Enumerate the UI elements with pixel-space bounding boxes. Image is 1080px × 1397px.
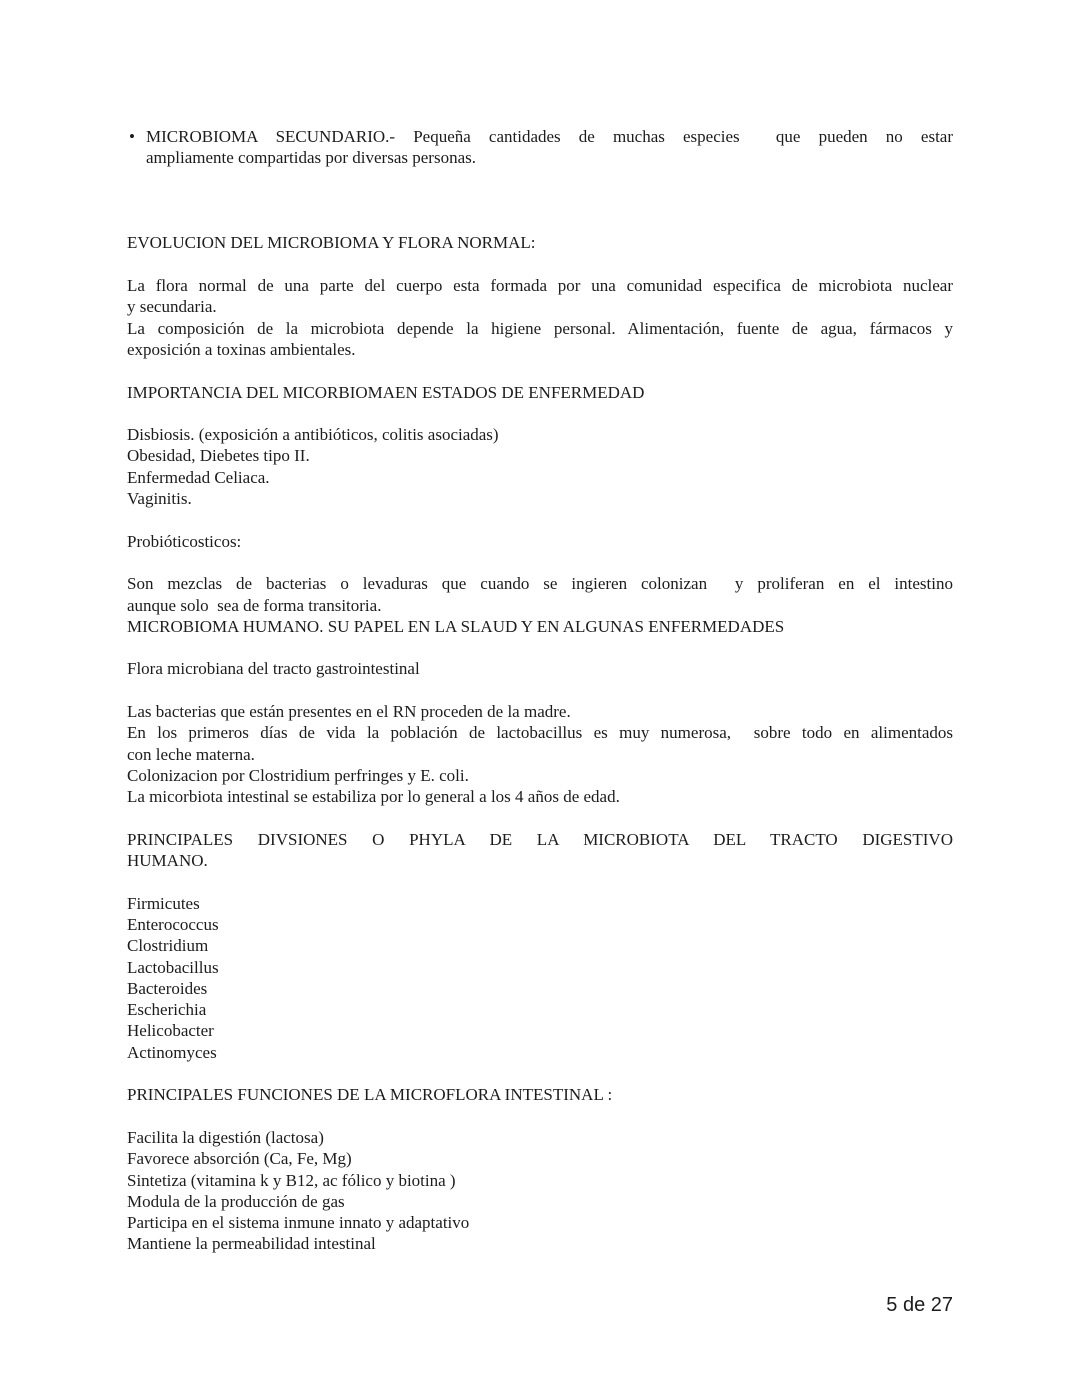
bullet-item <box>127 126 953 169</box>
blank-line <box>127 190 953 211</box>
text-line: Obesidad, Diebetes tipo II. <box>127 446 310 466</box>
text-line: Disbiosis. (exposición a antibióticos, colitis asociadas) <box>127 425 499 445</box>
text-line: Son mezclas de bacterias o levaduras que cuando se ingieren colonizan y proliferan en el intestino <box>127 574 953 594</box>
blank-line <box>127 637 953 658</box>
text-line: En los primeros días de vida la población de lactobacillus es muy numerosa, sobre todo en alimentados <box>127 723 953 743</box>
blank-line <box>127 360 953 381</box>
blank-line <box>127 552 953 573</box>
blank-line <box>127 871 953 892</box>
text-line: Lactobacillus <box>127 957 219 977</box>
blank-line <box>127 1063 953 1084</box>
text-line: Firmicutes <box>127 893 200 913</box>
paragraph <box>127 616 953 637</box>
text-line: Actinomyces <box>127 1042 217 1062</box>
blank-line <box>127 509 953 530</box>
paragraph <box>127 531 953 552</box>
text-line: aunque solo sea de forma transitoria. <box>127 595 382 615</box>
text-line: La flora normal de una parte del cuerpo esta formada por una comunidad especifica de microbiota nuclear <box>127 276 953 296</box>
text-line: Escherichia <box>127 1000 207 1020</box>
text-line: Favorece absorción (Ca, Fe, Mg) <box>127 1149 352 1169</box>
paragraph <box>127 424 953 509</box>
text-line: Las bacterias que están presentes en el RN proceden de la madre. <box>127 702 571 722</box>
text-line: Probióticosticos: <box>127 531 242 551</box>
paragraph <box>127 1084 953 1105</box>
text-line: exposición a toxinas ambientales. <box>127 339 356 359</box>
text-line: EVOLUCION DEL MICROBIOMA Y FLORA NORMAL: <box>127 233 536 253</box>
paragraph <box>127 658 953 679</box>
blank-line <box>127 680 953 701</box>
text-line: Bacteroides <box>127 978 208 998</box>
blank-line <box>127 254 953 275</box>
paragraph <box>127 893 953 1063</box>
bullet-text-line: ampliamente compartidas por diversas personas. <box>146 148 476 168</box>
text-line: La composición de la microbiota depende la higiene personal. Alimentación, fuente de agua, fármacos y <box>127 318 953 338</box>
paragraph <box>127 701 953 722</box>
text-line: Clostridium <box>127 936 209 956</box>
text-line: Vaginitis. <box>127 489 192 509</box>
text-line: IMPORTANCIA DEL MICORBIOMAEN ESTADOS DE ENFERMEDAD <box>127 382 645 402</box>
text-line: Flora microbiana del tracto gastrointestinal <box>127 659 420 679</box>
paragraph <box>127 765 953 808</box>
blank-line <box>127 169 953 190</box>
paragraph <box>127 275 953 318</box>
paragraph <box>127 382 953 403</box>
paragraph <box>127 722 953 765</box>
bullet-text-line: MICROBIOMA SECUNDARIO.- Pequeña cantidades de muchas especies que pueden no estar <box>146 127 953 146</box>
text-line: PRINCIPALES FUNCIONES DE LA MICROFLORA INTESTINAL : <box>127 1085 613 1105</box>
blank-line <box>127 1106 953 1127</box>
text-line: Modula de la producción de gas <box>127 1191 345 1211</box>
blank-line <box>127 211 953 232</box>
blank-line <box>127 808 953 829</box>
paragraph <box>127 318 953 361</box>
text-line: PRINCIPALES DIVSIONES O PHYLA DE LA MICROBIOTA DEL TRACTO DIGESTIVO <box>127 829 953 849</box>
paragraph <box>127 232 953 253</box>
text-line: Sintetiza (vitamina k y B12, ac fólico y biotina ) <box>127 1170 456 1190</box>
paragraph <box>127 829 953 872</box>
text-line: Participa en el sistema inmune innato y adaptativo <box>127 1213 470 1233</box>
text-line: Colonizacion por Clostridium perfringes y E. coli. <box>127 765 469 785</box>
document-body <box>127 126 953 1255</box>
paragraph <box>127 573 953 616</box>
text-line: con leche materna. <box>127 744 255 764</box>
page-number: 5 de 27 <box>886 1294 953 1316</box>
text-line: La micorbiota intestinal se estabiliza por lo general a los 4 años de edad. <box>127 787 620 807</box>
text-line: y secundaria. <box>127 297 217 317</box>
text-line: Enfermedad Celiaca. <box>127 467 270 487</box>
text-line: MICROBIOMA HUMANO. SU PAPEL EN LA SLAUD Y EN ALGUNAS ENFERMEDADES <box>127 616 785 636</box>
text-line: Mantiene la permeabilidad intestinal <box>127 1234 376 1254</box>
paragraph <box>127 1127 953 1255</box>
text-line: HUMANO. <box>127 851 208 871</box>
text-line: Facilita la digestión (lactosa) <box>127 1127 324 1147</box>
blank-line <box>127 403 953 424</box>
bullet-marker: • <box>129 127 135 146</box>
text-line: Helicobacter <box>127 1021 214 1041</box>
text-line: Enterococcus <box>127 914 219 934</box>
